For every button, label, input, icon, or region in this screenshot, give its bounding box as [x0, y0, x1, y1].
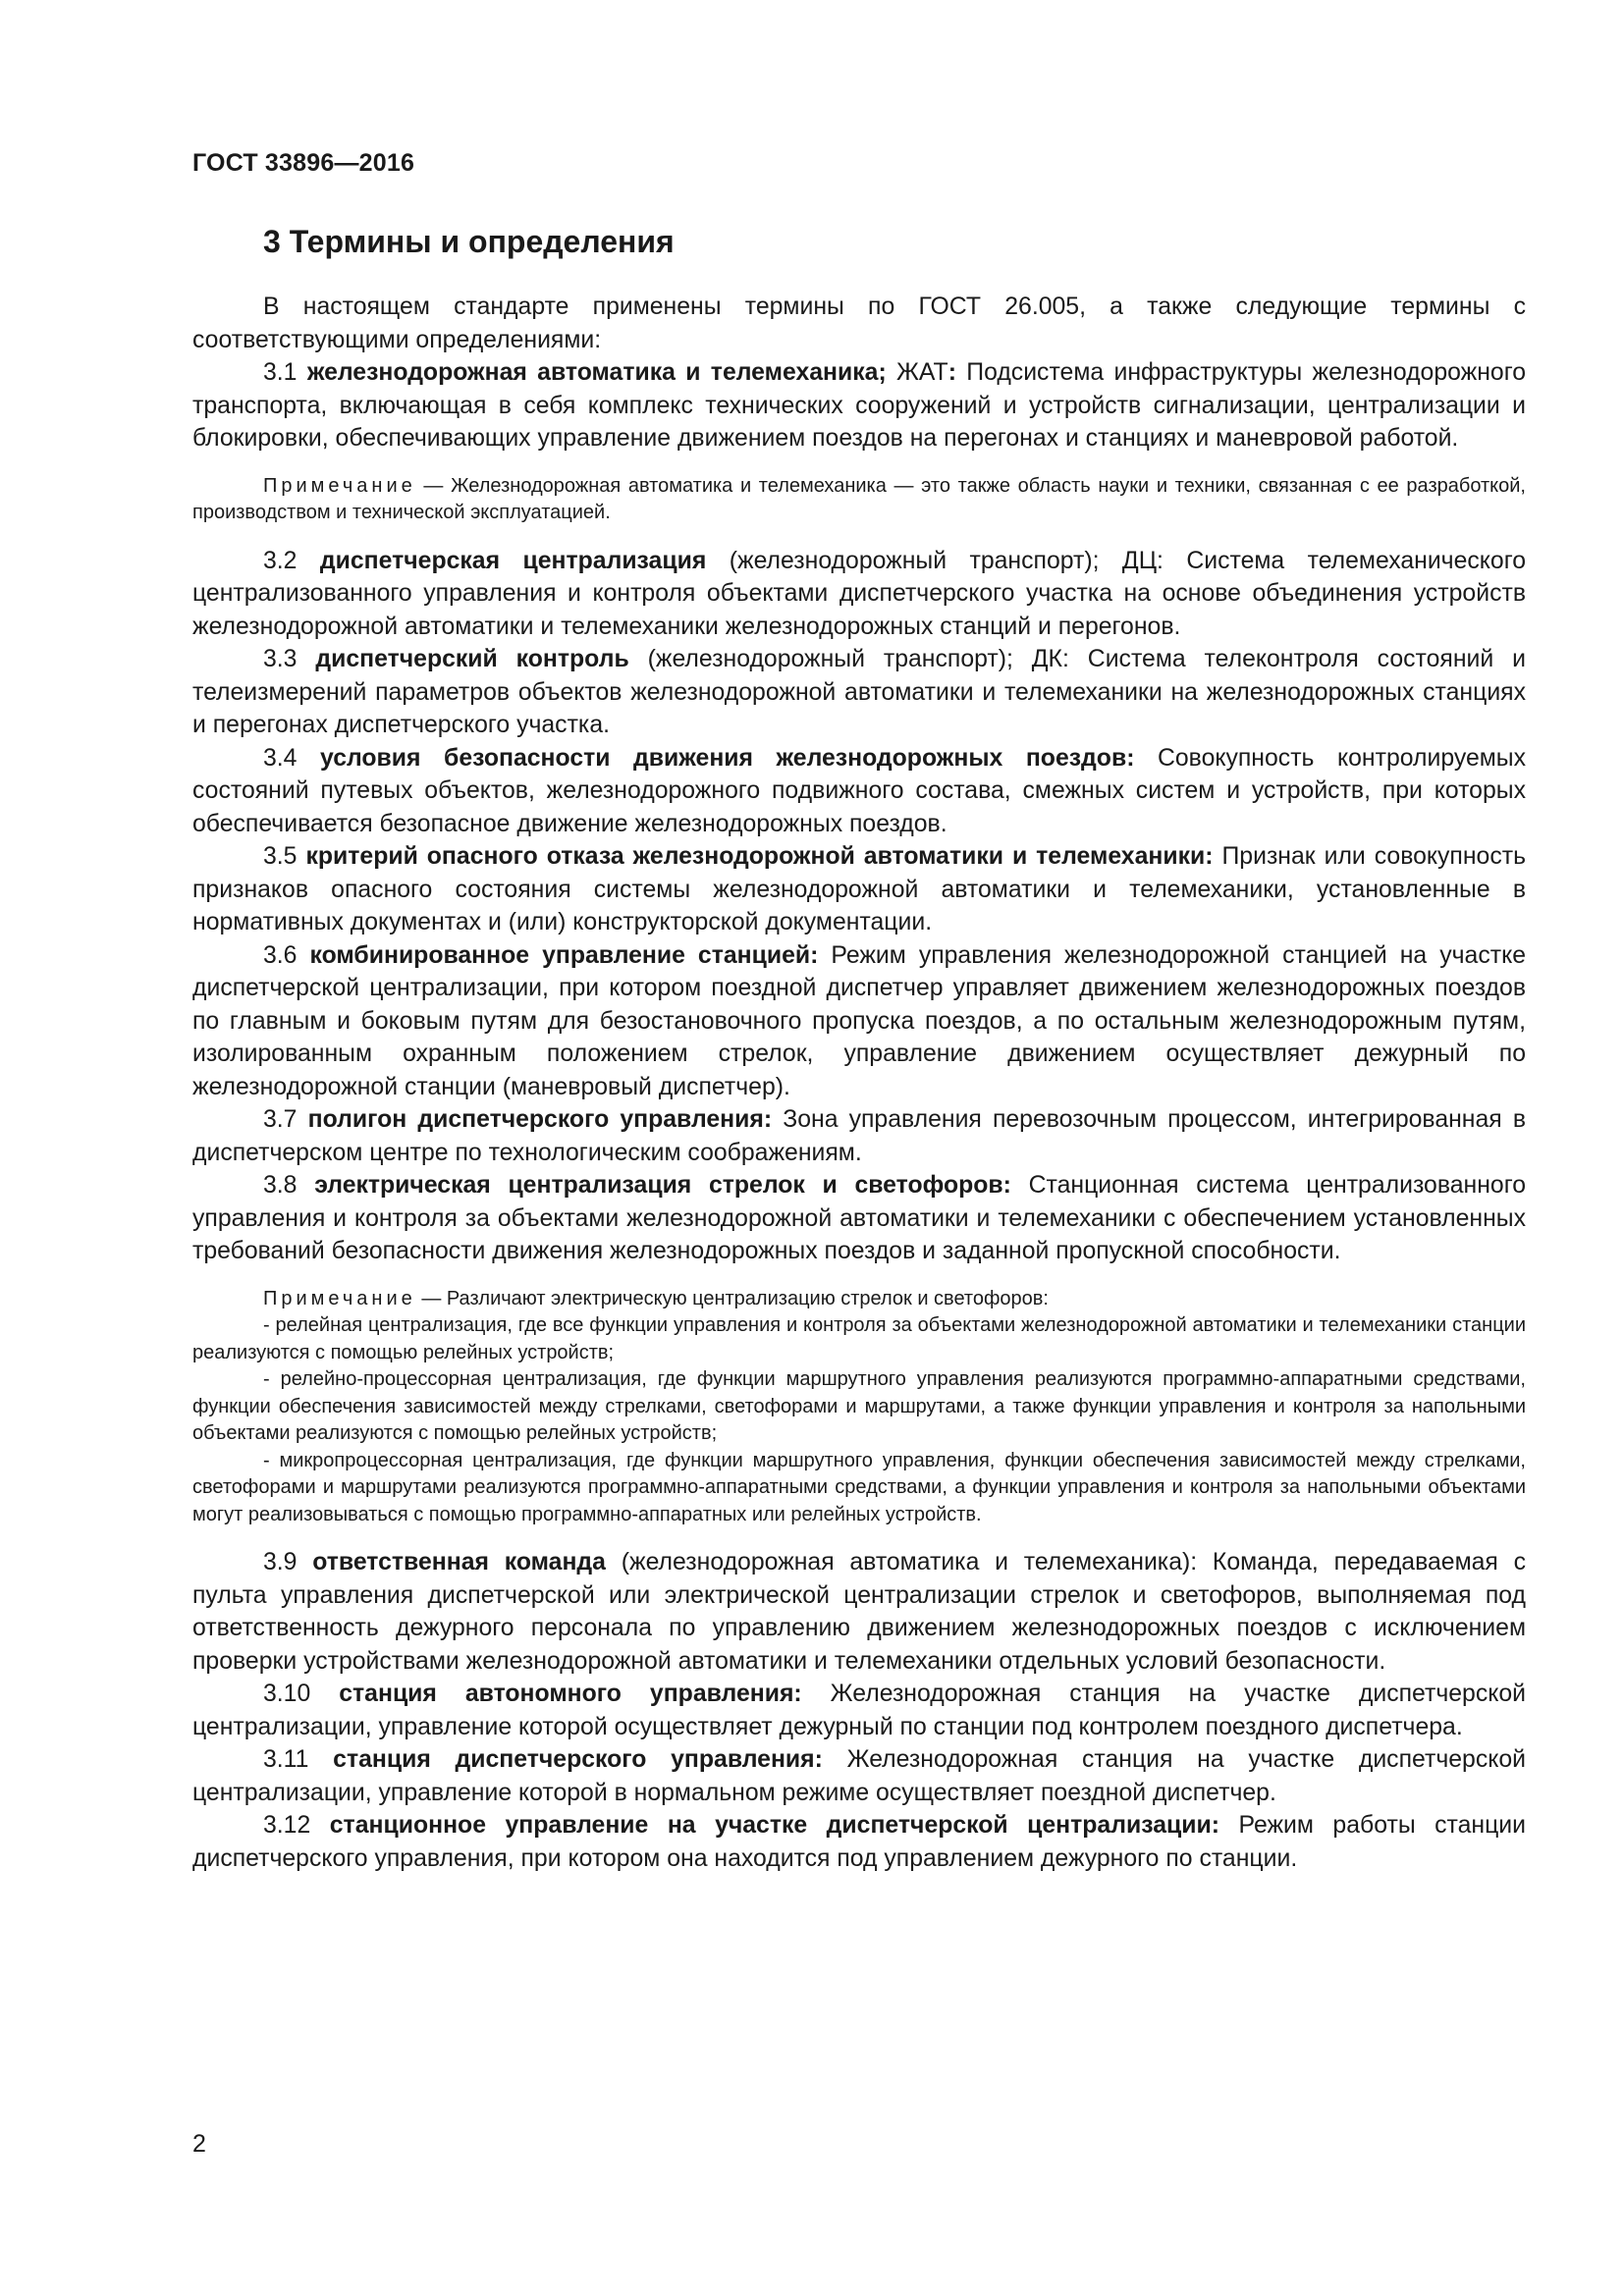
term-name: условия безопасности движения железнодорожных поездов: [320, 744, 1135, 772]
term-name: комбинированное управление станцией: [309, 941, 819, 969]
note-2-item: - микропроцессорная централизация, где функции маршрутного управления, функции обеспечения зависимостей между стрелками, светофорами и маршрутами реализуются программно-аппаратными средствами, а функции управления и контроля за напольными объектами могут реализовываться с помощью программно-аппаратных или релейных устройств. [192, 1449, 1526, 1525]
term-name: железнодорожная автоматика и телемеханика; [306, 359, 887, 386]
term-3-8: 3.8 электрическая централизация стрелок и светофоров: Станционная система централизованного управления и контроля за объектами железнодорожной автоматики и телемеханики с обеспечением установленных требований безопасности движения железнодорожных поездов и заданной пропускной способности. [192, 1172, 1526, 1264]
intro-paragraph: В настоящем стандарте применены термины по ГОСТ 26.005, а также следующие термины с соответствующими определениями: [192, 294, 1526, 353]
note-2-item: - релейно-процессорная централизация, где функции маршрутного управления реализуются программно-аппаратными средствами, функции обеспечения зависимостей между стрелками, светофорами и маршрутами, а также функции управления и контроля за напольными объектами реализуются с помощью релейных устройств; [192, 1368, 1526, 1444]
term-name: диспетчерский контроль [315, 646, 629, 672]
term-3-9: 3.9 ответственная команда (железнодорожная автоматика и телемеханика): Команда, передаваемая с пульта управления диспетчерской или электрической централизации стрелок и светофоров, выполняемая под ответственность дежурного персонала по управлению движением железнодорожных поездов с исключением проверки устройствами железнодорожной автоматики и телемеханики отдельных условий безопасности. [192, 1549, 1527, 1675]
term-3-12: 3.12 станционное управление на участке диспетчерской централизации: Режим работы станции диспетчерского управления, при котором она находится под управлением дежурного по станции. [192, 1812, 1526, 1872]
term-3-1: 3.1 железнодорожная автоматика и телемеханика; ЖАТ: Подсистема инфраструктуры железнодорожного транспорта, включающая в себя комплекс технических сооружений и устройств сигнализации, централизации и блокировки, обеспечивающих управление движением поездов на перегонах и станциях и маневровой работой. [192, 359, 1527, 452]
term-name: полигон диспетчерского управления: [307, 1106, 773, 1133]
term-name: станция диспетчерского управления: [333, 1746, 823, 1773]
term-3-6: 3.6 комбинированное управление станцией: Режим управления железнодорожной станцией на участке диспетчерской централизации, при котором поездной диспетчер управляет движением железнодорожных поездов по главным и боковым путям для безостановочного пропуска поездов, а по остальным железнодорожным путям, изолированным охранным положением стрелок, управление движением осуществляет дежурный по железнодорожной станции (маневровый диспетчер). [192, 941, 1526, 1100]
term-name: станционное управление на участке диспетчерской централизации: [329, 1812, 1219, 1839]
term-name: диспетчерская централизация [319, 547, 707, 574]
note-2-item: - релейная централизация, где все функции управления и контроля за объектами железнодорожной автоматики и телемеханики станции реализуются с помощью релейных устройств; [192, 1314, 1526, 1363]
page-number: 2 [192, 2130, 206, 2158]
term-name: ответственная команда [312, 1549, 606, 1575]
note-label: Примечание [263, 1287, 416, 1309]
note-2: Примечание — Различают электрическую централизацию стрелок и светофоров: [263, 1287, 1049, 1309]
term-3-4: 3.4 условия безопасности движения железнодорожных поездов: Совокупность контролируемых состояний путевых объектов, железнодорожного подвижного состава, смежных систем и устройств, при которых обеспечивается безопасное движение железнодорожных поездов. [192, 744, 1527, 837]
document-body [192, 291, 1526, 1875]
term-3-11: 3.11 станция диспетчерского управления: Железнодорожная станция на участке диспетчерской централизации, управление которой в нормальном режиме осуществляет поездной диспетчер. [192, 1746, 1527, 1806]
note-1: Примечание — Железнодорожная автоматика и телемеханика — это также область науки и техники, связанная с ее разработкой, производством и технической эксплуатацией. [192, 474, 1526, 523]
term-3-7: 3.7 полигон диспетчерского управления: Зона управления перевозочным процессом, интегрированная в диспетчерском центре по технологическим соображениям. [192, 1106, 1527, 1166]
term-3-5: 3.5 критерий опасного отказа железнодорожной автоматики и телемеханики: Признак или совокупность признаков опасного состояния системы железнодорожной автоматики и телемеханики, установленные в нормативных документах и (или) конструкторской документации. [192, 843, 1527, 935]
term-name: критерий опасного отказа железнодорожной автоматики и телемеханики: [305, 843, 1214, 870]
document-code: ГОСТ 33896—2016 [192, 149, 415, 177]
term-3-3: 3.3 диспетчерский контроль (железнодорожный транспорт); ДК: Система телеконтроля состояний и телеизмерений параметров объектов железнодорожной автоматики и телемеханики на железнодорожных станциях и перегонах диспетчерского участка. [192, 646, 1526, 738]
term-3-2: 3.2 диспетчерская централизация (железнодорожный транспорт); ДЦ: Система телемеханического централизованного управления и контроля объектами диспетчерского участка на основе объединения устройств железнодорожной автоматики и телемеханики железнодорожных станций и перегонов. [192, 547, 1526, 640]
section-title: 3 Термины и определения [263, 224, 675, 259]
term-3-10: 3.10 станция автономного управления: Железнодорожная станция на участке диспетчерской централизации, управление которой осуществляет дежурный по станции под контролем поездного диспетчера. [192, 1681, 1527, 1740]
term-name: станция автономного управления: [339, 1681, 802, 1707]
note-label: Примечание [263, 474, 416, 497]
term-name: электрическая централизация стрелок и светофоров: [314, 1172, 1011, 1199]
